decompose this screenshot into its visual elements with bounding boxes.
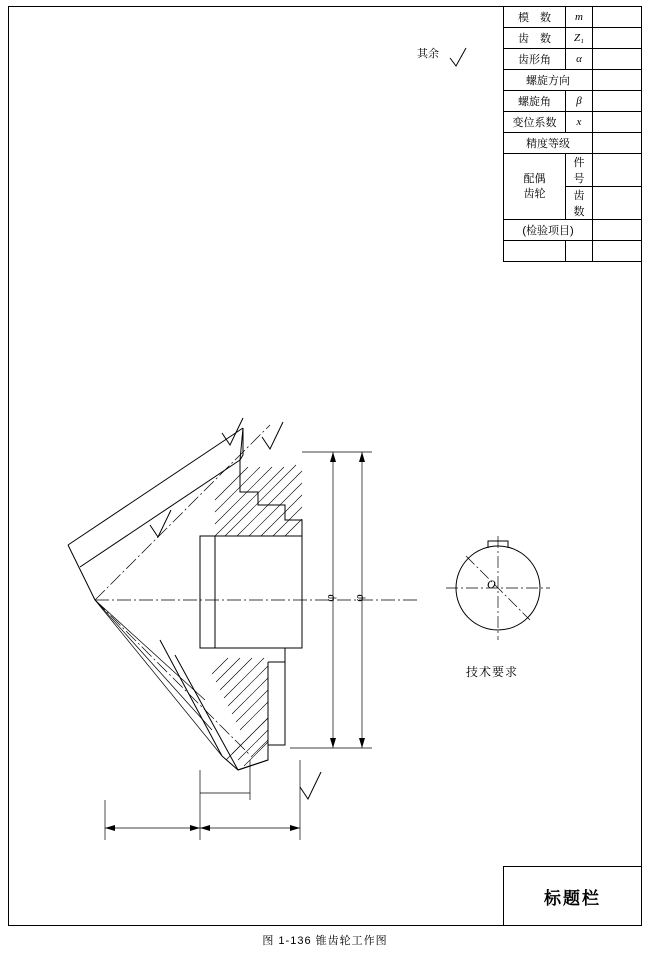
figure-caption: 图 1-136 锥齿轮工作图 [262,935,388,947]
param-symbol: x [566,112,593,133]
cone-end-upper [68,545,95,600]
cone-centerline-lower [95,600,250,755]
surface-symbol-2 [262,422,283,449]
param-name: 件号 [566,154,593,187]
param-value[interactable] [593,49,642,70]
param-name: 变位系数 [504,112,566,133]
pair-gear-label-line1: 配偶 [523,172,546,185]
pitch-line-lower-outer [175,655,238,770]
surface-symbol-1 [222,418,243,445]
param-name: 齿数 [566,187,593,220]
param-value[interactable] [593,91,642,112]
param-value[interactable] [593,70,642,91]
title-block-label: 标题栏 [544,888,601,908]
param-row-pair-part-no [504,154,642,187]
param-name: 模 数 [504,7,566,28]
param-name: 齿形角 [504,49,566,70]
param-symbol: β [566,91,593,112]
param-value[interactable] [593,154,642,187]
param-row-teeth [504,28,642,49]
param-name-blank[interactable] [504,241,566,262]
param-value[interactable] [593,28,642,49]
param-symbol: m [566,7,593,28]
param-value[interactable] [593,133,642,154]
param-value-blank[interactable] [593,241,642,262]
surface-finish-note: 其余 [417,48,439,60]
param-name: (检验项目) [504,220,593,241]
param-name: 精度等级 [504,133,593,154]
surface-symbol-note [450,48,466,66]
param-value[interactable] [593,187,642,220]
cone-centerline-upper [95,425,270,600]
param-row-helix-direction [504,70,642,91]
surface-symbol-3 [150,510,171,537]
pitch-line-upper-inner [80,460,240,567]
diameter-symbol-1: φ [321,594,337,602]
param-name: 螺旋角 [504,91,566,112]
param-row-shift-coefficient [504,112,642,133]
param-symbol: α [566,49,593,70]
param-symbol: Z₁ [566,28,593,49]
pair-gear-label [504,154,566,220]
param-row-inspection [504,220,642,241]
surface-symbol-4 [300,772,321,799]
surface-finish-symbols [150,48,466,799]
param-value[interactable] [593,7,642,28]
param-row-pressure-angle [504,49,642,70]
pair-gear-label-line2: 齿轮 [523,187,546,200]
param-row-module [504,7,642,28]
lower-cone-edge2 [222,756,238,770]
param-value[interactable] [593,112,642,133]
param-value[interactable] [593,220,642,241]
param-row-accuracy-grade [504,133,642,154]
diameter-symbol-2: φ [350,594,366,602]
apex-leader-lines [95,600,222,756]
center-point-label: O [487,577,496,591]
param-row-helix-angle [504,91,642,112]
gear-parameter-table [503,6,642,262]
param-name: 螺旋方向 [504,70,593,91]
param-row-blank [504,241,642,262]
section-hatching-lower [212,658,268,766]
technical-requirement-label: 技术要求 [466,665,519,679]
lower-cone-edge [238,760,268,770]
pitch-line-lower-inner [160,640,222,756]
title-block [503,866,642,926]
param-name: 齿 数 [504,28,566,49]
pitch-line-upper-outer [68,428,243,545]
param-symbol-blank[interactable] [566,241,593,262]
